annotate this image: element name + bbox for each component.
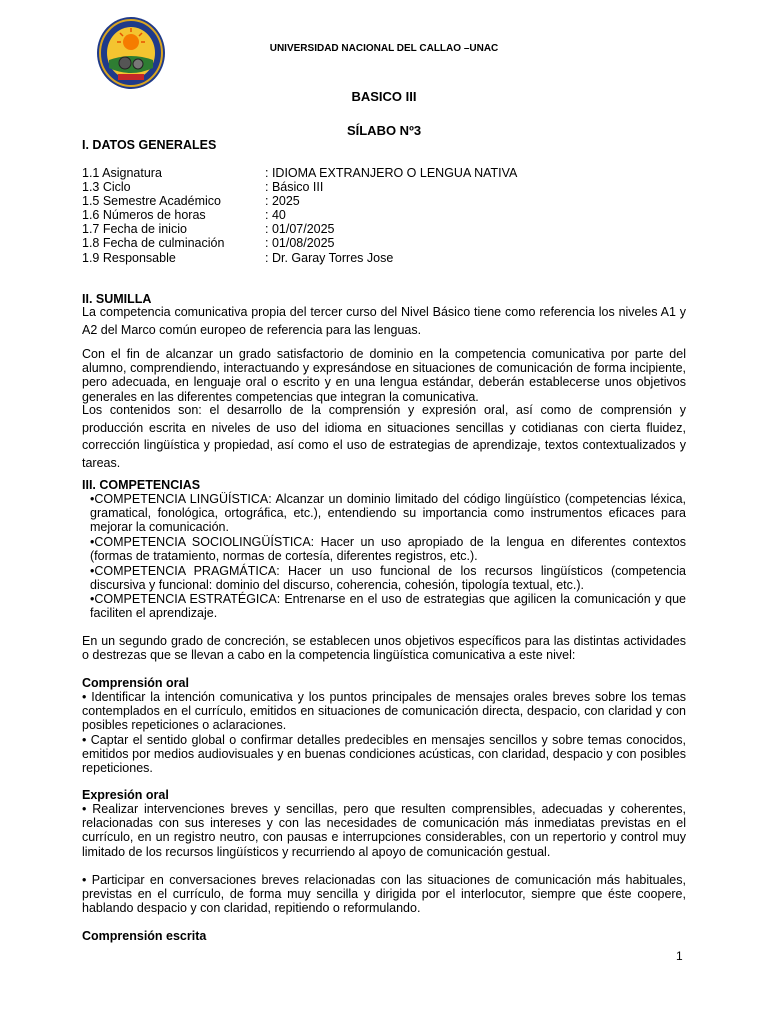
oral-expression-title: Expresión oral [82, 788, 169, 802]
row-label: 1.7 Fecha de inicio [82, 222, 187, 236]
row-label: 1.9 Responsable [82, 251, 176, 265]
oral-expression-item-2: • Participar en conversaciones breves relacionadas con las situaciones de comunicación más habituales, previstas en el currículo, de forma muy sencilla y dirigida por el interlocutor, siempre que éste coopere, hablando despacio y con claridad, repitiendo o reformulando. [82, 873, 686, 916]
row-label: 1.5 Semestre Académico [82, 194, 221, 208]
competency-sociolinguistic: •COMPETENCIA SOCIOLINGÜÍSTICA: Hacer un uso apropiado de la lengua en diferentes contextos (formas de tratamiento, normas de cortesía, diferentes registros, etc.). [90, 535, 686, 564]
section-sumilla-title: II. SUMILLA [82, 292, 152, 306]
sumilla-paragraph-2: Con el fin de alcanzar un grado satisfactorio de dominio en la competencia comunicativa por parte del alumno, comprendiendo, interactuando y expresándose en situaciones de comunicación de forma incipiente, pero adecuada, en lenguaje oral o escrito y en una lengua estándar, deberán establecerse unos objetivos generales en las diferentes competencias que integran la comunicativa. [82, 347, 686, 404]
competency-linguistic: •COMPETENCIA LINGÜÍSTICA: Alcanzar un dominio limitado del código lingüístico (competencias léxica, gramatical, fonológica, ortográfica, etc.), entendiendo su importancia como instrumentos eficaces para mejorar la comunicación. [90, 492, 686, 535]
university-name: UNIVERSIDAD NACIONAL DEL CALLAO –UNAC [269, 43, 499, 54]
competencies-intro-paragraph: En un segundo grado de concreción, se establecen unos objetivos específicos para las distintas actividades o destrezas que se llevan a cabo en la competencia lingüística comunicativa a este nivel: [82, 634, 686, 663]
competency-strategic: •COMPETENCIA ESTRATÉGICA: Entrenarse en el uso de estrategias que agilicen la comunicación y que faciliten el aprendizaje. [90, 592, 686, 621]
row-value: : IDIOMA EXTRANJERO O LENGUA NATIVA [265, 166, 518, 180]
written-comprehension-title: Comprensión escrita [82, 929, 207, 943]
row-label: 1.1 Asignatura [82, 166, 162, 180]
row-value: : 01/08/2025 [265, 236, 335, 250]
oral-comprehension-title: Comprensión oral [82, 676, 189, 690]
section-competencias-title: III. COMPETENCIAS [82, 478, 201, 492]
section-general-data-title: I. DATOS GENERALES [82, 138, 217, 152]
oral-comprehension-item-2: • Captar el sentido global o confirmar detalles predecibles en mensajes sencillos y sobre temas conocidos, emitidos por medios audiovisuales y en buenas condiciones acústicas, con claridad, despacio y con posibles repeticiones. [82, 733, 686, 776]
course-level-title: BASICO III [351, 89, 417, 104]
oral-expression-item-1: • Realizar intervenciones breves y sencillas, pero que resulten comprensibles, adecuadas y coherentes, relacionadas con sus intereses y con las necesidades de comunicación más inmediatas previstas en el currículo, en un registro neutro, con pausas e interrupciones considerables, con un repertorio y control muy limitado de los recursos lingüísticos y recurriendo al apoyo de comunicación gestual. [82, 802, 686, 859]
row-value: : 40 [265, 208, 286, 222]
row-value: : Dr. Garay Torres Jose [265, 251, 394, 265]
syllabus-number-title: SÍLABO Nº3 [346, 123, 422, 138]
row-label: 1.8 Fecha de culminación [82, 236, 225, 250]
row-value: : 2025 [265, 194, 300, 208]
competency-pragmatic: •COMPETENCIA PRAGMÁTICA: Hacer un uso funcional de los recursos lingüísticos (competencia discursiva y funcional: dominio del discurso, coherencia, cohesión, tipología textual, etc.). [90, 564, 686, 593]
row-value: : Básico III [265, 180, 324, 194]
row-label: 1.3 Ciclo [82, 180, 131, 194]
oral-comprehension-item-1: • Identificar la intención comunicativa y los puntos principales de mensajes orales breves sobre los temas contemplados en el currículo, emitidos en situaciones de comunicación directa, despacio, con claridad y con posibles repeticiones o aclaraciones. [82, 690, 686, 733]
page-number: 1 [676, 949, 683, 963]
row-value: : 01/07/2025 [265, 222, 335, 236]
row-label: 1.6 Números de horas [82, 208, 206, 222]
sumilla-paragraph-3: Los contenidos son: el desarrollo de la comprensión y expresión oral, así como de comprensión y producción escrita en niveles de uso del idioma en situaciones sencillas y cotidianas con cierta fluidez, corrección lingüística y propiedad, así como el uso de estrategias de aprendizaje, textos contextualizados y tareas. [82, 403, 686, 470]
sumilla-paragraph-1: La competencia comunicativa propia del tercer curso del Nivel Básico tiene como referencia los niveles A1 y A2 del Marco común europeo de referencia para las lenguas. [82, 305, 686, 337]
